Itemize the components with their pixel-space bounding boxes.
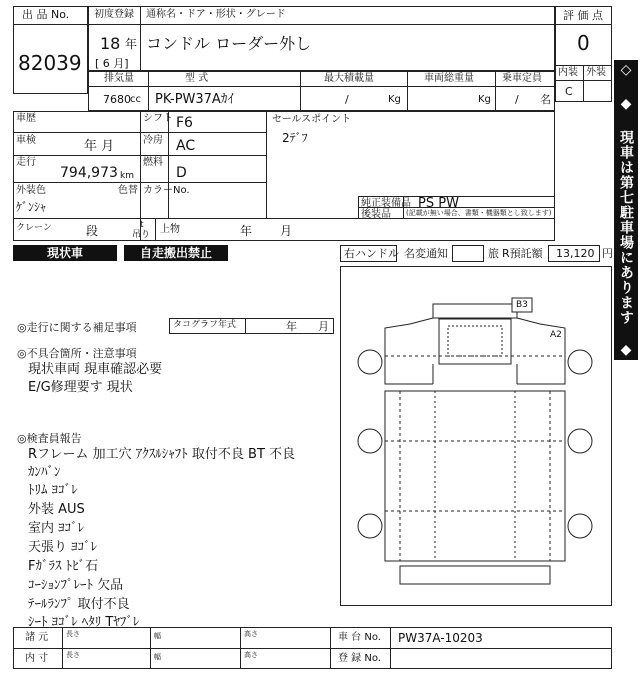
- inspection: 年 月: [84, 139, 115, 154]
- inspector-line-1: Rフレーム 加工穴 ｱｸｽﾙｼｬﾌﾄ 取付不良 BT 不良: [28, 447, 296, 462]
- capacity-unit: 名: [540, 93, 551, 106]
- upper-label: 上物: [160, 224, 180, 235]
- crane-tons: t: [140, 220, 144, 230]
- length-label-1: 長さ: [66, 630, 80, 638]
- upper-month: 月: [280, 224, 293, 238]
- inspector-line-5: 室内 ﾖｺﾞﾚ: [28, 521, 85, 536]
- crane-hook: 吊り: [132, 230, 151, 240]
- type-label: 型 式: [185, 73, 209, 84]
- length-label-2: 長さ: [66, 651, 80, 659]
- defect-line-1: 現状車両 現車確認必要: [28, 362, 163, 377]
- model-name: コンドル ローダー外し: [146, 34, 312, 53]
- ext-color: ｹﾞﾝｼｬ: [16, 200, 47, 214]
- history-label: 車歴: [16, 113, 36, 124]
- ext-color-label: 外装色: [16, 185, 46, 196]
- interior-grade: C: [565, 85, 573, 98]
- height-label-2: 高さ: [244, 651, 258, 659]
- km-unit: km: [120, 171, 134, 181]
- first-reg-month: [ 6 月]: [95, 57, 129, 70]
- mileage: 794,973: [60, 165, 118, 181]
- parking-location-banner: ◇ ◆ 現車は第七駐車場にあります ◆ ◇: [614, 60, 638, 360]
- displacement-label: 排気量: [104, 73, 134, 84]
- recycle-label: R預託額: [502, 247, 543, 260]
- width-label-2: 幅: [154, 653, 161, 661]
- defect-line-2: E/G修理要す 現状: [28, 380, 133, 395]
- displacement: 7680: [103, 93, 131, 106]
- width-label-1: 幅: [154, 632, 161, 640]
- lot-no: 82039: [18, 51, 82, 75]
- first-reg-label: 初度登録: [94, 9, 134, 20]
- yen-unit: 円: [602, 247, 613, 260]
- tacho-month: 月: [318, 320, 329, 333]
- current-condition-badge: 現状車: [13, 245, 117, 261]
- chassis-label: 車 台 No.: [338, 632, 381, 643]
- tacho-year: 年: [286, 320, 297, 333]
- name-change-label: 名変通知: [404, 247, 448, 260]
- damage-mark-a2: A2: [550, 330, 562, 340]
- lot-no-label: 出 品 No.: [22, 8, 70, 21]
- notice-label: 旅: [488, 247, 499, 260]
- exterior-label: 外装: [586, 67, 606, 78]
- model-label: 通称名・ドア・形状・グレード: [146, 9, 286, 20]
- gvw-unit: Kg: [478, 94, 491, 105]
- gvw-label: 車両総重量: [424, 73, 474, 84]
- inspector-line-4: 外装 AUS: [28, 502, 85, 517]
- aftermarket-note: (記載が無い場合、書類・機器類とし致します): [406, 209, 552, 217]
- eval-label: 評 価 点: [563, 9, 603, 22]
- sales-point-label: セールスポイント: [272, 114, 352, 125]
- sales-point: 2ﾃﾞﾌ: [282, 131, 308, 145]
- inspector-line-6: 天張り ﾖｺﾞﾚ: [28, 540, 98, 555]
- inspector-line-2: ｶﾝﾊﾞﾝ: [28, 465, 61, 480]
- capacity: /: [515, 93, 519, 106]
- fuel: D: [176, 165, 187, 181]
- specs-label: 諸 元: [25, 632, 49, 643]
- truck-diagram: [340, 266, 612, 606]
- vehicle-type: PK-PW37Aｶｲ: [155, 92, 234, 107]
- travel-notes-label: ◎走行に関する補足事項: [17, 321, 137, 334]
- color-no2-label: カラーNo.: [143, 185, 190, 196]
- inspector-line-10: ｼｰﾄ ﾖｺﾞﾚ ﾍﾀﾘ Tﾔﾌﾞﾚ: [28, 615, 140, 630]
- ac: AC: [176, 138, 196, 154]
- fuel-label: 燃料: [143, 157, 163, 168]
- cc-unit: cc: [130, 94, 141, 105]
- equipment-label: 純正装備品: [361, 198, 411, 209]
- aftermarket-label: 後装品: [361, 209, 391, 220]
- tacho-label: タコグラフ年式: [173, 320, 237, 330]
- capacity-label: 乗車定員: [502, 73, 542, 84]
- crane-stage: 段: [86, 224, 99, 238]
- upper-year: 年: [240, 224, 253, 238]
- year-unit: 年: [125, 37, 138, 51]
- inner-label: 内 寸: [25, 653, 49, 664]
- recycle-amount: 13,120: [556, 247, 595, 260]
- reg-label: 登 録 No.: [338, 653, 381, 664]
- eval-score: 0: [577, 31, 590, 55]
- rhd: 右ハンドル: [344, 247, 399, 260]
- inspector-label: ◎検査員報告: [17, 432, 82, 445]
- equipment: PS PW: [418, 196, 459, 211]
- first-reg-year: 18: [100, 34, 121, 53]
- max-load-unit: Kg: [388, 94, 401, 105]
- mileage-label: 走行: [16, 157, 36, 168]
- self-drive-prohibited-badge: 自走搬出禁止: [124, 245, 228, 261]
- shift-label: シフト: [143, 113, 173, 124]
- defects-label: ◎不具合箇所・注意事項: [17, 347, 137, 360]
- damage-mark-b3: B3: [516, 300, 528, 310]
- inspector-line-8: ｺｰｼｮﾝﾌﾟﾚｰﾄ 欠品: [28, 578, 124, 593]
- crane-label: クレーン: [16, 223, 52, 233]
- max-load-label: 最大積載量: [324, 73, 374, 84]
- shift: F6: [176, 115, 193, 131]
- inspector-line-9: ﾃｰﾙﾗﾝﾌﾟ 取付不良: [28, 597, 130, 612]
- ac-label: 冷房: [143, 135, 163, 146]
- inspection-label: 車検: [16, 135, 36, 146]
- inspector-line-7: Fｶﾞﾗｽ ﾄﾋﾞ石: [28, 559, 99, 574]
- max-load: /: [345, 93, 349, 106]
- color-no-label: 色替: [118, 185, 138, 196]
- chassis-no: PW37A-10203: [398, 631, 483, 645]
- name-change-box: [452, 245, 484, 262]
- inspector-line-3: ﾄﾘﾑ ﾖｺﾞﾚ: [28, 483, 78, 498]
- interior-label: 内装: [558, 67, 578, 78]
- height-label-1: 高さ: [244, 630, 258, 638]
